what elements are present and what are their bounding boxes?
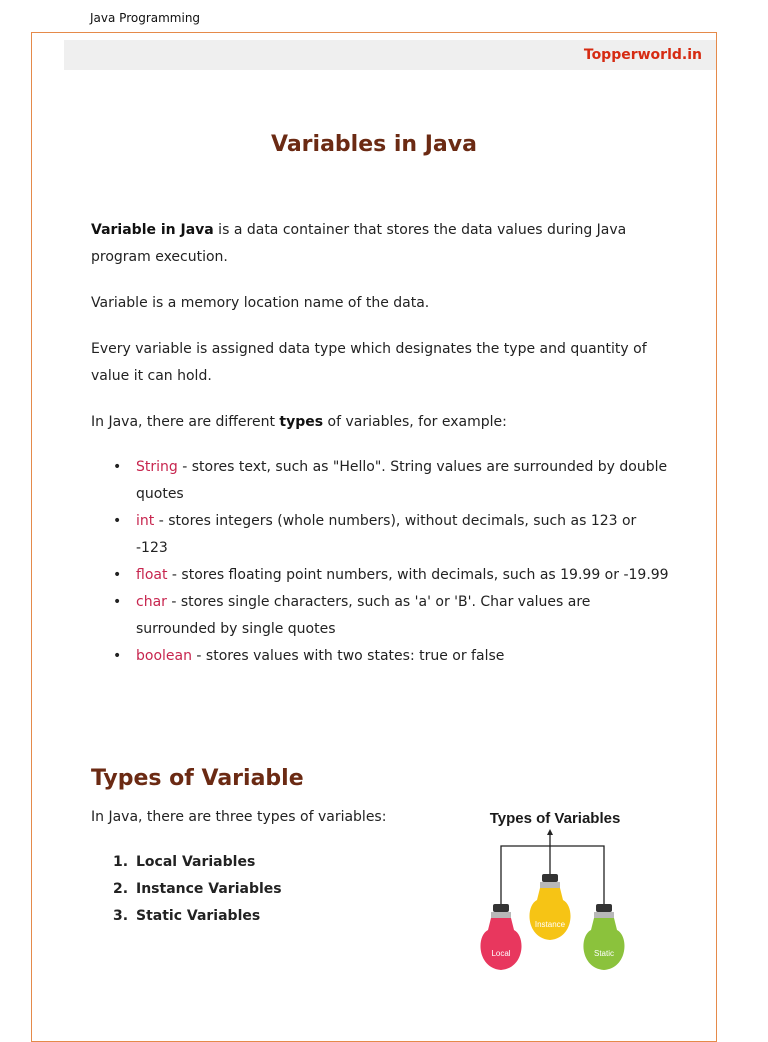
list-number: 3.	[113, 908, 129, 924]
bulb-local-glass	[480, 918, 521, 970]
memory-paragraph: Variable is a memory location name of the data.	[91, 295, 430, 311]
type-description: - stores floating point numbers, with decimals, such as 19.99 or -19.99	[167, 567, 669, 583]
list-item	[91, 508, 671, 562]
bulb-instance-glass	[529, 888, 570, 940]
bulb-local-label: Local	[491, 949, 511, 958]
running-header: Java Programming	[90, 11, 201, 25]
list-label: Instance Variables	[136, 881, 282, 897]
bulb-local-icon	[480, 904, 521, 970]
list-number: 2.	[113, 881, 129, 897]
intro-text: is a data container that stores the data values during Java program execution.	[91, 222, 627, 265]
list-label: Local Variables	[136, 854, 256, 870]
list-item	[113, 876, 282, 903]
list-item	[91, 454, 671, 508]
brand-bar	[64, 40, 716, 70]
types-of-variables-figure	[462, 806, 652, 991]
types-intro-paragraph	[91, 409, 671, 436]
type-description: - stores values with two states: true or false	[191, 648, 505, 664]
types-intro-bold: types	[279, 414, 324, 430]
bulb-static-label: Static	[593, 949, 615, 958]
keyword-string: String	[136, 459, 178, 475]
bulb-instance-icon	[529, 874, 570, 940]
bulb-instance-label: Instance	[534, 920, 566, 929]
keyword-char: char	[136, 594, 167, 610]
data-type-list	[91, 454, 671, 670]
variable-kinds-list	[113, 849, 282, 930]
list-item	[113, 903, 282, 930]
list-item	[91, 643, 671, 670]
datatype-paragraph: Every variable is assigned data type which designates the type and quantity of value it can hold.	[91, 341, 647, 384]
intro-paragraph	[91, 217, 671, 271]
list-item	[91, 562, 671, 589]
bulb-static-icon	[583, 904, 624, 970]
figure-title: Types of Variables	[489, 810, 621, 827]
bulb-static-glass	[583, 918, 624, 970]
type-description: - stores integers (whole numbers), without decimals, such as 123 or -123	[136, 513, 637, 556]
keyword-float: float	[136, 567, 168, 583]
types-intro-post: of variables, for example:	[323, 414, 507, 430]
list-item	[113, 849, 282, 876]
type-description: - stores single characters, such as 'a' or 'B'. Char values are surrounded by single quotes	[136, 594, 591, 637]
list-item	[91, 589, 671, 643]
types-intro-pre: In Java, there are different	[91, 414, 280, 430]
keyword-int: int	[136, 513, 155, 529]
section-title: Types of Variable	[91, 766, 304, 791]
section-intro: In Java, there are three types of variables:	[91, 809, 387, 825]
brand-name: Topperworld.in	[583, 47, 702, 63]
keyword-boolean: boolean	[136, 648, 192, 664]
intro-term: Variable in Java	[91, 222, 214, 238]
page-title: Variables in Java	[271, 132, 477, 157]
list-label: Static Variables	[136, 908, 261, 924]
list-number: 1.	[113, 854, 129, 870]
type-description: - stores text, such as "Hello". String values are surrounded by double quotes	[136, 459, 668, 502]
